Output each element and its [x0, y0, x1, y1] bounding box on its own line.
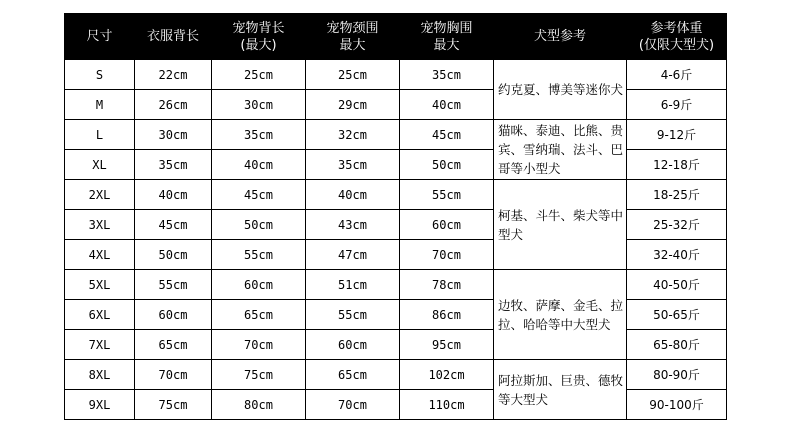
cell-weight: 12-18斤: [627, 150, 727, 180]
table-row: [65, 270, 727, 300]
cell-size: M: [65, 90, 135, 120]
cell-back: 75cm: [135, 390, 212, 420]
cell-neck: 25cm: [306, 60, 400, 90]
cell-weight: 6-9斤: [627, 90, 727, 120]
cell-size: 8XL: [65, 360, 135, 390]
header-size: [65, 14, 135, 60]
header-chest: [400, 14, 494, 60]
cell-size: XL: [65, 150, 135, 180]
cell-chest: 55cm: [400, 180, 494, 210]
cell-neck: 51cm: [306, 270, 400, 300]
cell-pet-back: 50cm: [212, 210, 306, 240]
cell-pet-back: 60cm: [212, 270, 306, 300]
cell-breed: 约克夏、博美等迷你犬: [494, 60, 627, 120]
table-row: [65, 330, 727, 360]
cell-pet-back: 55cm: [212, 240, 306, 270]
header-weight-line: 参考体重: [650, 20, 703, 36]
cell-size: 6XL: [65, 300, 135, 330]
header-back-line: 衣服背长: [146, 29, 199, 44]
header-pet_back: [212, 14, 306, 60]
cell-size: 4XL: [65, 240, 135, 270]
cell-size: 7XL: [65, 330, 135, 360]
cell-chest: 70cm: [400, 240, 494, 270]
cell-neck: 35cm: [306, 150, 400, 180]
cell-size: 9XL: [65, 390, 135, 420]
table-row: [65, 300, 727, 330]
cell-weight: 4-6斤: [627, 60, 727, 90]
table-row: [65, 210, 727, 240]
cell-neck: 65cm: [306, 360, 400, 390]
size-chart-table: [64, 13, 727, 420]
cell-weight: 32-40斤: [627, 240, 727, 270]
header-breed: [494, 14, 627, 60]
cell-weight: 25-32斤: [627, 210, 727, 240]
cell-neck: 60cm: [306, 330, 400, 360]
cell-neck: 55cm: [306, 300, 400, 330]
cell-pet-back: 40cm: [212, 150, 306, 180]
cell-chest: 60cm: [400, 210, 494, 240]
cell-chest: 45cm: [400, 120, 494, 150]
cell-chest: 95cm: [400, 330, 494, 360]
cell-chest: 35cm: [400, 60, 494, 90]
cell-neck: 32cm: [306, 120, 400, 150]
table-row: [65, 120, 727, 150]
cell-size: S: [65, 60, 135, 90]
header-neck-line: 最大: [339, 37, 366, 53]
header-weight: [627, 14, 727, 60]
header-row: [65, 14, 727, 60]
cell-back: 65cm: [135, 330, 212, 360]
cell-chest: 50cm: [400, 150, 494, 180]
cell-chest: 78cm: [400, 270, 494, 300]
cell-pet-back: 80cm: [212, 390, 306, 420]
cell-back: 22cm: [135, 60, 212, 90]
header-back: [135, 14, 212, 60]
cell-pet-back: 25cm: [212, 60, 306, 90]
table-row: [65, 240, 727, 270]
cell-weight: 9-12斤: [627, 120, 727, 150]
cell-back: 45cm: [135, 210, 212, 240]
cell-neck: 47cm: [306, 240, 400, 270]
cell-breed: 阿拉斯加、巨贵、德牧等大型犬: [494, 360, 627, 420]
cell-back: 70cm: [135, 360, 212, 390]
table-row: [65, 180, 727, 210]
header-pet_back-line: (最大): [240, 37, 277, 53]
cell-back: 50cm: [135, 240, 212, 270]
header-pet_back-line: 宠物背长: [232, 20, 285, 36]
cell-chest: 86cm: [400, 300, 494, 330]
table-row: [65, 60, 727, 90]
cell-size: 5XL: [65, 270, 135, 300]
cell-back: 55cm: [135, 270, 212, 300]
cell-neck: 40cm: [306, 180, 400, 210]
cell-chest: 110cm: [400, 390, 494, 420]
cell-chest: 102cm: [400, 360, 494, 390]
cell-breed: 猫咪、泰迪、比熊、贵宾、雪纳瑞、法斗、巴哥等小型犬: [494, 120, 627, 180]
table-row: [65, 360, 727, 390]
cell-weight: 40-50斤: [627, 270, 727, 300]
cell-weight: 65-80斤: [627, 330, 727, 360]
cell-size: 2XL: [65, 180, 135, 210]
table-row: [65, 90, 727, 120]
cell-weight: 90-100斤: [627, 390, 727, 420]
cell-back: 26cm: [135, 90, 212, 120]
header-weight-line: (仅限大型犬): [638, 37, 715, 53]
cell-back: 30cm: [135, 120, 212, 150]
cell-pet-back: 45cm: [212, 180, 306, 210]
cell-neck: 70cm: [306, 390, 400, 420]
cell-size: 3XL: [65, 210, 135, 240]
cell-weight: 50-65斤: [627, 300, 727, 330]
cell-size: L: [65, 120, 135, 150]
header-size-line: 尺寸: [86, 29, 113, 44]
cell-weight: 80-90斤: [627, 360, 727, 390]
cell-neck: 29cm: [306, 90, 400, 120]
cell-pet-back: 75cm: [212, 360, 306, 390]
cell-pet-back: 35cm: [212, 120, 306, 150]
cell-pet-back: 70cm: [212, 330, 306, 360]
cell-chest: 40cm: [400, 90, 494, 120]
cell-back: 60cm: [135, 300, 212, 330]
cell-pet-back: 30cm: [212, 90, 306, 120]
header-breed-line: 犬型参考: [533, 29, 586, 44]
cell-weight: 18-25斤: [627, 180, 727, 210]
cell-back: 35cm: [135, 150, 212, 180]
header-neck-line: 宠物颈围: [326, 20, 379, 36]
cell-neck: 43cm: [306, 210, 400, 240]
header-chest-line: 宠物胸围: [420, 20, 473, 36]
table-row: [65, 390, 727, 420]
header-chest-line: 最大: [433, 37, 460, 53]
cell-pet-back: 65cm: [212, 300, 306, 330]
table-body: [65, 60, 727, 420]
header-neck: [306, 14, 400, 60]
cell-back: 40cm: [135, 180, 212, 210]
table-row: [65, 150, 727, 180]
cell-breed: 柯基、斗牛、柴犬等中型犬: [494, 180, 627, 270]
cell-breed: 边牧、萨摩、金毛、拉拉、哈哈等中大型犬: [494, 270, 627, 360]
